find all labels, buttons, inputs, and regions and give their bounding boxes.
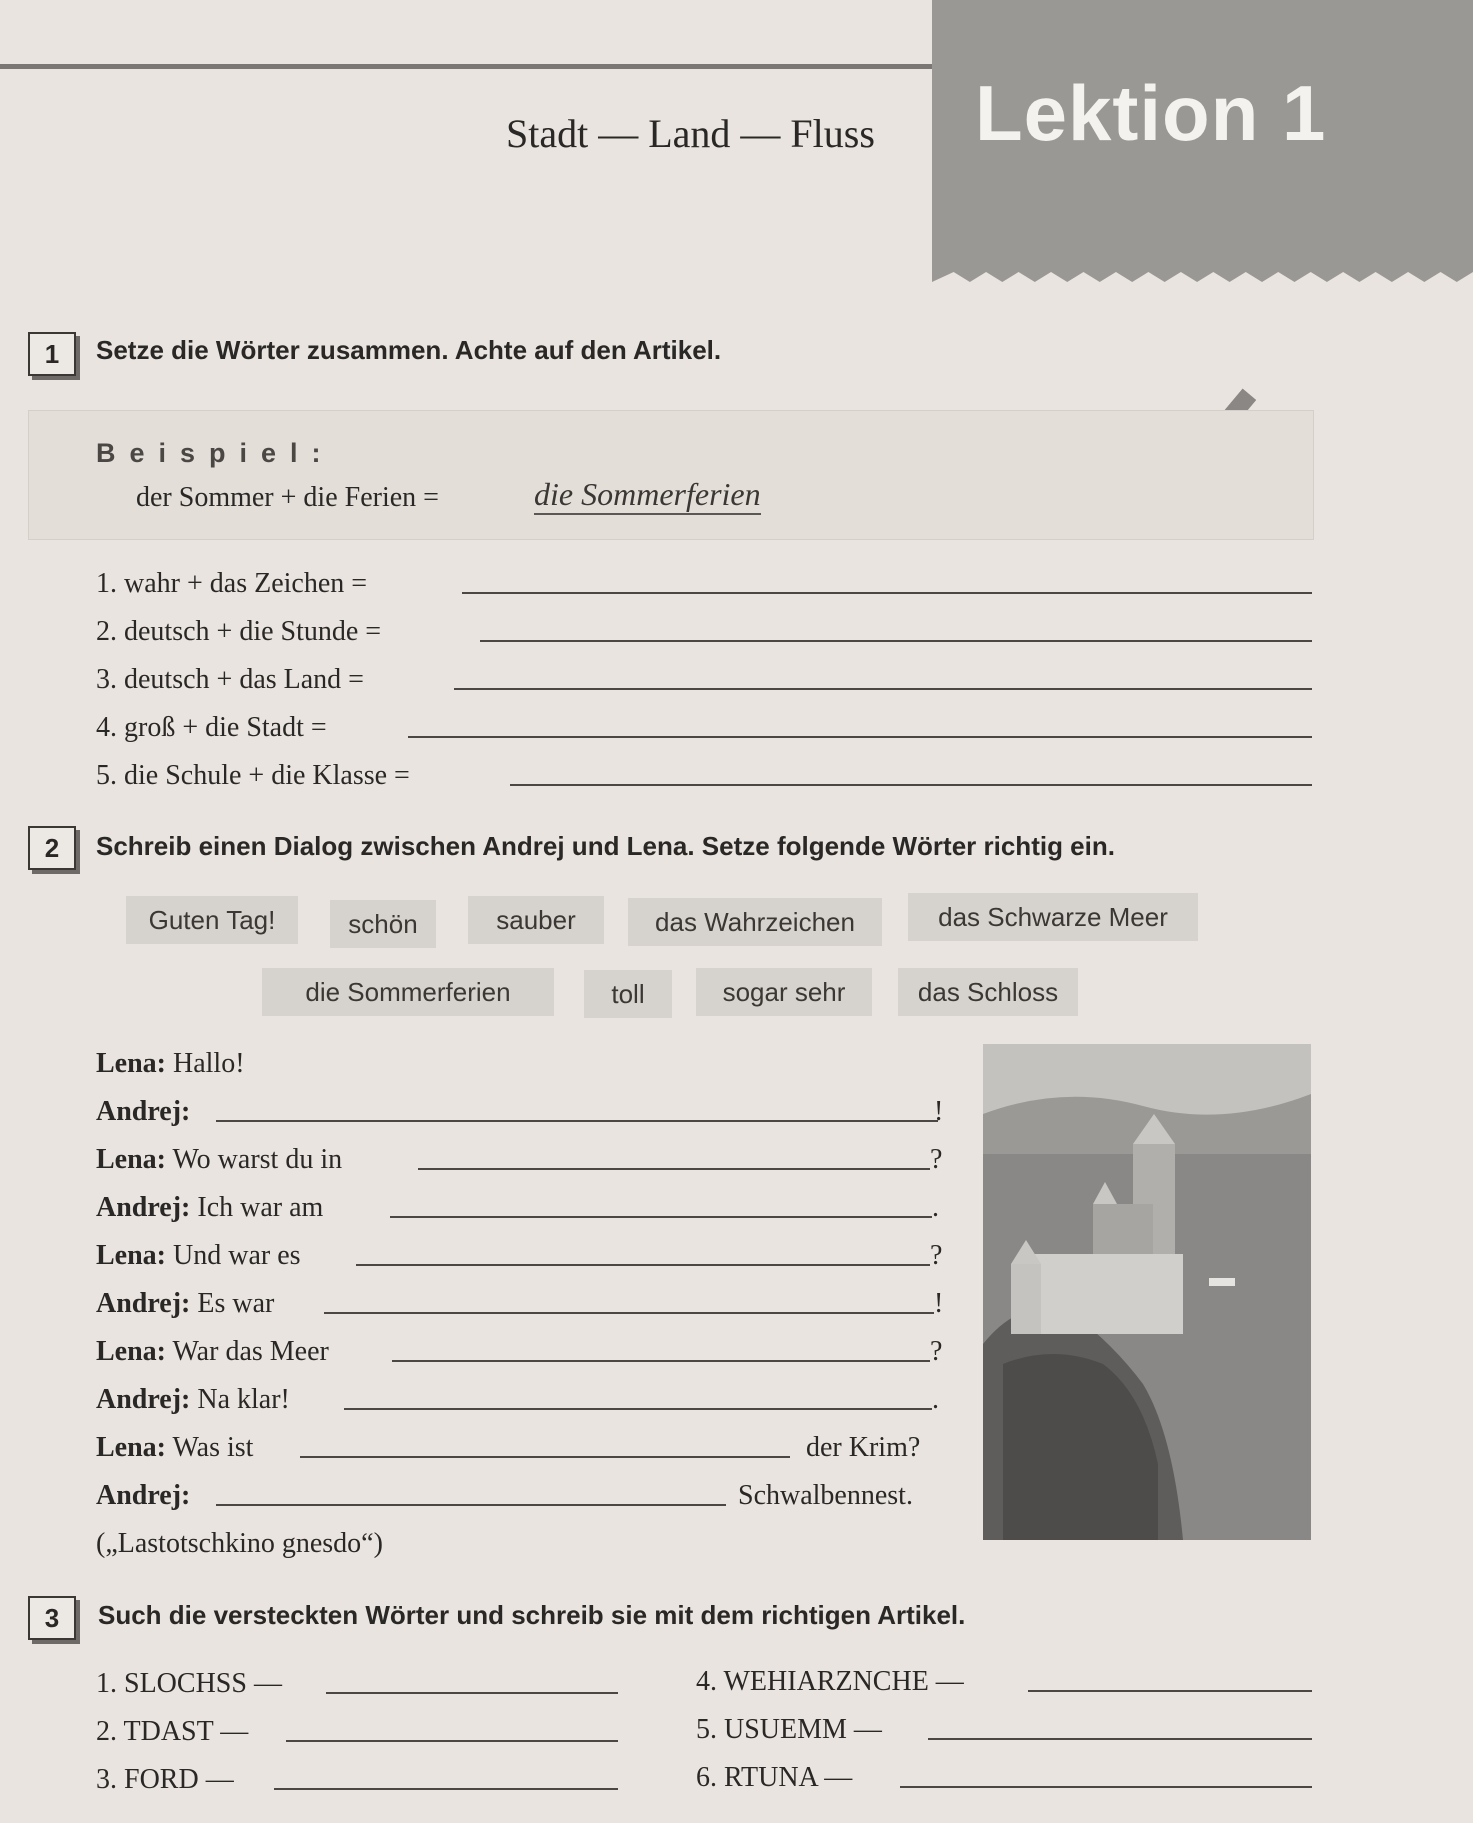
dialog-line — [96, 1096, 190, 1128]
exercise-2-number: 2 — [28, 826, 76, 870]
dialog-text: Hallo! — [173, 1048, 245, 1079]
answer-line[interactable] — [900, 1786, 1312, 1788]
answer-line[interactable] — [286, 1740, 618, 1742]
answer-line[interactable] — [216, 1504, 726, 1506]
dialog-text: Schwalbennest. — [738, 1480, 913, 1511]
answer-line[interactable] — [326, 1692, 618, 1694]
speaker-name: Andrej: — [96, 1480, 191, 1511]
dialog-punct: ! — [934, 1096, 944, 1127]
dialog-line — [96, 1144, 342, 1176]
dialog-text: War das Meer — [172, 1336, 329, 1367]
example-label: Beispiel: — [96, 438, 335, 468]
dialog-text: Wo warst du in — [172, 1144, 343, 1175]
speaker-name: Andrej: — [96, 1288, 191, 1319]
answer-line[interactable] — [454, 688, 1312, 690]
answer-line[interactable] — [324, 1312, 934, 1314]
exercise-3-item: 6. RTUNA — — [696, 1762, 853, 1793]
word-chip: toll — [584, 970, 672, 1018]
exercise-3-item: 5. USUEMM — — [696, 1714, 882, 1745]
exercise-3-number: 3 — [28, 1596, 76, 1640]
answer-line[interactable] — [418, 1168, 930, 1170]
word-chip: sogar sehr — [696, 968, 872, 1016]
dialog-punct: ? — [930, 1144, 943, 1175]
exercise-2-instruction: Schreib einen Dialog zwischen Andrej und Lena. Setze folgende Wörter richtig ein. — [96, 831, 1115, 861]
answer-line[interactable] — [356, 1264, 930, 1266]
answer-line[interactable] — [462, 592, 1312, 594]
lesson-title: Lektion 1 — [975, 69, 1327, 157]
speaker-name: Andrej: — [96, 1096, 191, 1127]
dialog-note: („Lastotschkino gnesdo“) — [96, 1528, 383, 1559]
dialog-punct: . — [932, 1384, 939, 1415]
exercise-1-instruction: Setze die Wörter zusammen. Achte auf den Artikel. — [96, 335, 722, 365]
dialog-text: Und war es — [173, 1240, 301, 1271]
dialog-punct: ? — [930, 1336, 943, 1367]
exercise-3-item: 1. SLOCHSS — — [96, 1668, 282, 1699]
header-rule — [0, 64, 932, 69]
dialog-line — [96, 1432, 253, 1464]
example-box — [28, 410, 1314, 540]
speaker-name: Lena: — [96, 1336, 166, 1367]
answer-line[interactable] — [300, 1456, 790, 1458]
speaker-name: Andrej: — [96, 1192, 191, 1223]
exercise-3-item: 3. FORD — — [96, 1764, 234, 1795]
word-chip: schön — [330, 900, 436, 948]
dialog-text: Es war — [197, 1288, 275, 1319]
dialog-line — [96, 1480, 190, 1512]
word-chip: das Wahrzeichen — [628, 898, 882, 946]
answer-line[interactable] — [392, 1360, 930, 1362]
answer-line[interactable] — [408, 736, 1312, 738]
dialog-text: Was ist — [172, 1432, 254, 1463]
speaker-name: Lena: — [96, 1144, 166, 1175]
castle-photo — [983, 1044, 1311, 1540]
swallows-nest-castle-image — [983, 1044, 1311, 1540]
dialog-punct: ! — [934, 1288, 944, 1319]
dialog-text: der Krim? — [806, 1432, 921, 1463]
answer-line[interactable] — [344, 1408, 932, 1410]
page-title: Stadt — Land — Fluss — [506, 111, 875, 156]
speaker-name: Lena: — [96, 1240, 166, 1271]
dialog-punct: . — [932, 1192, 939, 1223]
speaker-name: Andrej: — [96, 1384, 191, 1415]
exercise-3-item: 2. TDAST — — [96, 1716, 249, 1747]
exercise-1-item: 2. deutsch + die Stunde = — [96, 616, 382, 647]
exercise-1-number: 1 — [28, 332, 76, 376]
dialog-line — [96, 1240, 301, 1272]
answer-line[interactable] — [1028, 1690, 1312, 1692]
answer-line[interactable] — [510, 784, 1312, 786]
exercise-1-item: 3. deutsch + das Land = — [96, 664, 364, 695]
exercise-3-item: 4. WEHIARZNCHE — — [696, 1666, 964, 1697]
exercise-3-instruction: Such die versteckten Wörter und schreib sie mit dem richtigen Artikel. — [98, 1600, 966, 1630]
answer-line[interactable] — [274, 1788, 618, 1790]
dialog-line — [96, 1288, 274, 1320]
dialog-text: Na klar! — [197, 1384, 290, 1415]
dialog-line — [96, 1336, 329, 1368]
answer-line[interactable] — [390, 1216, 932, 1218]
word-chip: das Schwarze Meer — [908, 893, 1198, 941]
exercise-1-item: 1. wahr + das Zeichen = — [96, 568, 368, 599]
speaker-name: Lena: — [96, 1048, 166, 1079]
dialog-punct: ? — [930, 1240, 943, 1271]
answer-line[interactable] — [480, 640, 1312, 642]
answer-line[interactable] — [216, 1120, 938, 1122]
speaker-name: Lena: — [96, 1432, 166, 1463]
example-equation: der Sommer + die Ferien = — [136, 482, 439, 513]
exercise-1-item: 4. groß + die Stadt = — [96, 712, 327, 743]
exercise-1-item: 5. die Schule + die Klasse = — [96, 760, 410, 791]
word-chip: sauber — [468, 896, 604, 944]
word-chip: Guten Tag! — [126, 896, 298, 944]
word-chip: die Sommerferien — [262, 968, 554, 1016]
dialog-line — [96, 1048, 245, 1080]
word-chip: das Schloss — [898, 968, 1078, 1016]
dialog-line — [96, 1384, 290, 1416]
answer-line[interactable] — [928, 1738, 1312, 1740]
example-answer: die Sommerferien — [534, 476, 761, 515]
dialog-line — [96, 1192, 323, 1224]
dialog-text: Ich war am — [197, 1192, 324, 1223]
